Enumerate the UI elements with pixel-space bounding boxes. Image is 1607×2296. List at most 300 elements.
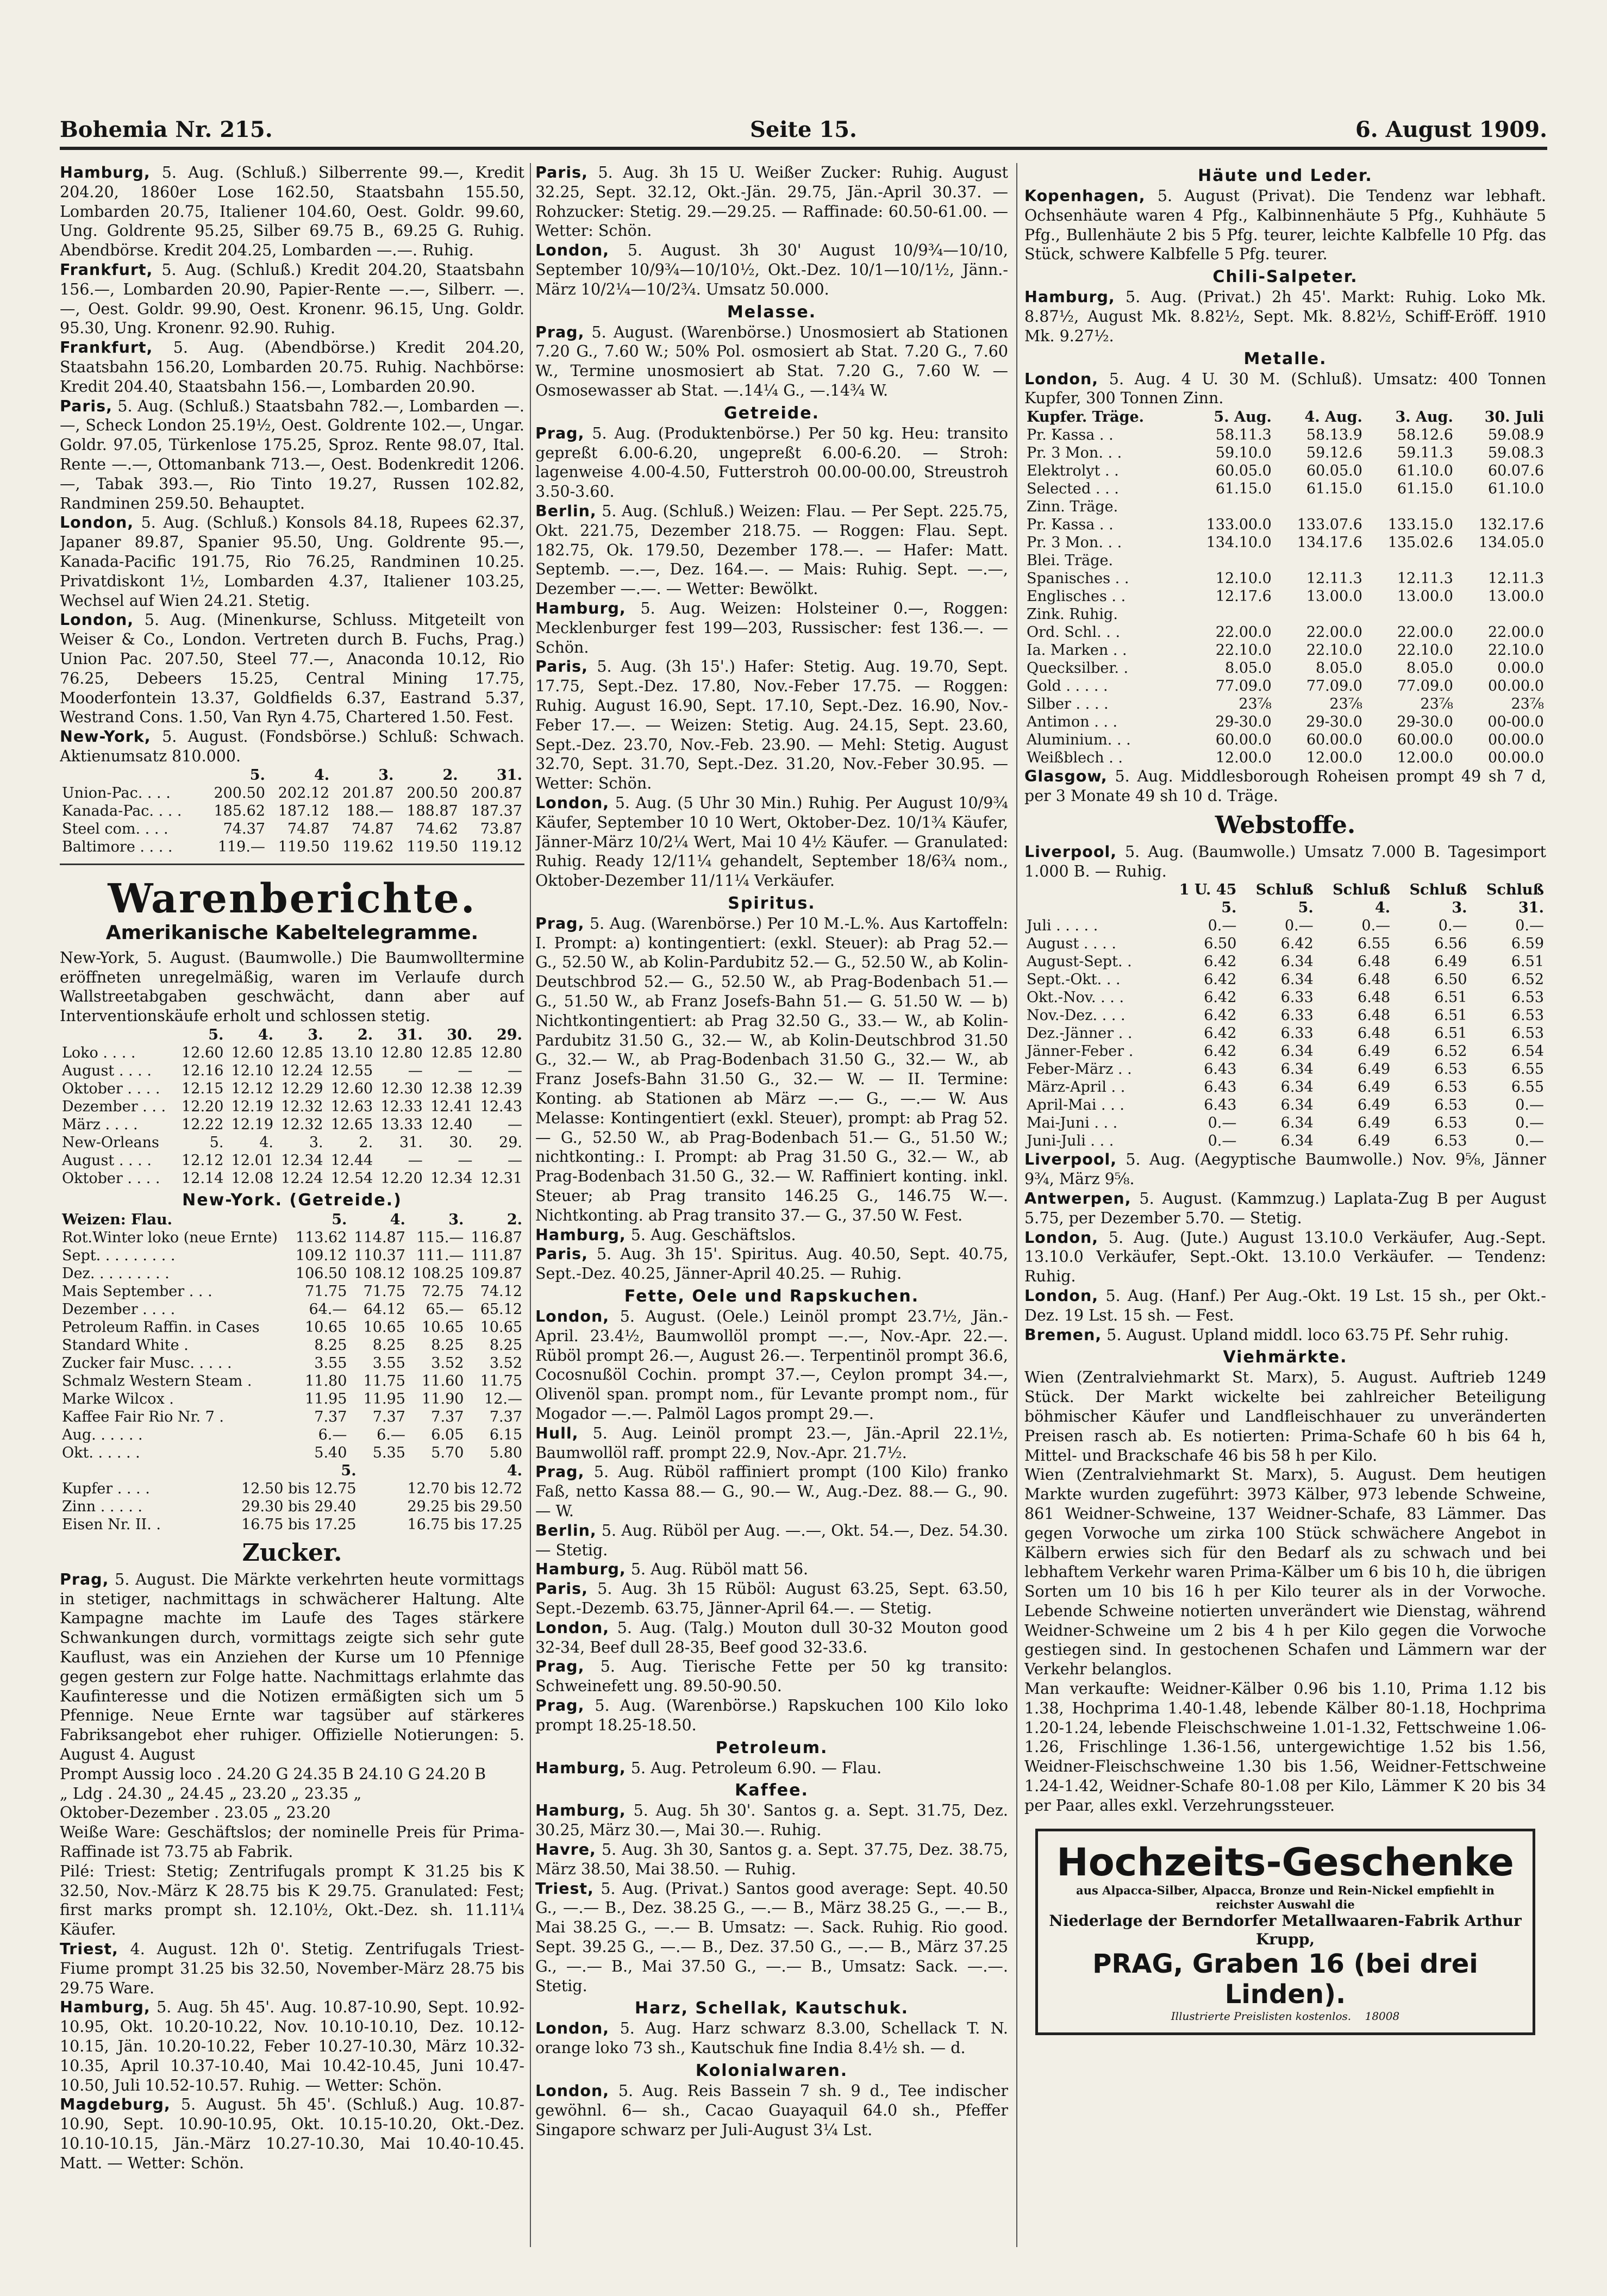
cell-value: 29-30.0 xyxy=(1306,714,1362,731)
row-label: August . . . . xyxy=(62,1152,152,1169)
cell-value: 12.19 xyxy=(231,1098,273,1115)
cell-value: 12.63 xyxy=(330,1098,373,1115)
cell-value: 202.12 xyxy=(278,784,330,802)
cell-value: 6.49 xyxy=(1358,1043,1391,1060)
cell-value: 12.12 xyxy=(182,1152,224,1169)
report-paragraph: Havre, 5. Aug. 3h 30, Santos g. a. Sept. 37.75, Dez. 38.75, März 38.50, Mai 38.50. — Ruhig. xyxy=(535,1840,1008,1878)
cell-value: 133.07.6 xyxy=(1297,516,1362,534)
cell-value: 13.00.0 xyxy=(1306,588,1362,605)
cell-value: 12.65 xyxy=(330,1116,373,1133)
cell-value: 8.25 xyxy=(489,1336,522,1354)
report-paragraph: Frankfurt, 5. Aug. (Abendbörse.) Kredit 204.20, Staatsbahn 156.20, Lombarden 20.75. Ruhig. Nachbörse: Kredit 204.40, Staatsbahn 156.—, Lombarden 20.90. xyxy=(60,339,524,396)
cell-value: 77.09.0 xyxy=(1397,678,1453,695)
cell-value: 6.33 xyxy=(1280,1025,1314,1042)
cell-value: 0.— xyxy=(1285,917,1314,935)
cell-value: 60.05.0 xyxy=(1306,462,1362,480)
cell-value: 109.87 xyxy=(471,1265,522,1282)
section-haeute: Häute und Leder. xyxy=(1198,166,1373,185)
cell-value: 65.12 xyxy=(480,1300,522,1318)
cell-value: 12.11.3 xyxy=(1306,570,1362,587)
cell-value: 5. xyxy=(332,1211,347,1228)
cell-value: 0.00.0 xyxy=(1497,660,1544,677)
cell-value: 2. xyxy=(442,766,458,784)
cell-value: 74.87 xyxy=(352,820,394,837)
cell-value: 12.08 xyxy=(231,1169,273,1187)
section-getreide: Getreide. xyxy=(724,403,820,423)
city-name: Paris, xyxy=(60,397,112,415)
column-3 xyxy=(1024,163,1546,2247)
cell-value xyxy=(359,1462,365,1480)
cell-value: 6.33 xyxy=(1280,989,1314,1006)
row-label: März . . . . xyxy=(62,1116,138,1133)
table-row xyxy=(1024,444,1546,462)
row-label: Eisen Nr. II. . xyxy=(62,1516,161,1533)
report-paragraph: Hamburg, 5. Aug. Weizen: Holsteiner 0.—, Roggen: Mecklenburger fest 199—203, Russischer: fest 136.—. — Schön. xyxy=(535,599,1008,656)
report-paragraph: London, 5. August. 3h 30' August 10/9¾—10/10, September 10/9¾—10/10½, Okt.-Dez. 10/1—10/1½, Jänn.-März 10/2¼—10/2¾. Umsatz 50.000. xyxy=(535,241,1008,298)
metalle-reports xyxy=(1024,370,1546,409)
cell-value: 22.10.0 xyxy=(1215,642,1272,659)
cell-value: 188.87 xyxy=(407,802,458,819)
row-label: Steel com. . . . xyxy=(62,820,168,837)
cell-value: 119.62 xyxy=(342,838,394,855)
cell-value: 200.50 xyxy=(214,784,265,802)
cell-value: 5. xyxy=(1298,899,1314,917)
cell-value: 7.37 xyxy=(314,1408,347,1425)
cell-value: 12.34 xyxy=(430,1169,473,1187)
row-label: Ia. Marken . . xyxy=(1027,642,1127,659)
cell-value xyxy=(1183,552,1274,570)
ny-cotton-report: New-York, 5. August. (Baumwolle.) Die Baumwolltermine eröffneten unregelmäßig, waren im Verlaufe durch Wallstreetabgaben geschwächt, dann aber auf Interventionskäufe erholt und schlossen stetig. xyxy=(60,948,524,1025)
cell-value: 12.— xyxy=(484,1390,522,1407)
cell-value: 60.05.0 xyxy=(1215,462,1272,480)
cell-value: 12.80 xyxy=(480,1044,522,1061)
section-petroleum: Petroleum. xyxy=(715,1738,828,1757)
city-name: Hamburg, xyxy=(535,1801,626,1820)
cell-value: 13.10 xyxy=(330,1044,373,1061)
cell-value: 0.— xyxy=(1438,917,1467,935)
table-row xyxy=(1024,498,1546,516)
kolonial-reports xyxy=(535,2081,1008,2139)
cell-value: 3.52 xyxy=(431,1354,464,1372)
row-label: Oktober . . . . xyxy=(62,1080,160,1097)
cell-value: 187.12 xyxy=(278,802,330,819)
cell-value: 6.— xyxy=(318,1426,347,1443)
cell-value: 6.15 xyxy=(489,1426,522,1443)
cell-value: 31. xyxy=(497,766,522,784)
table-row xyxy=(1024,462,1546,480)
cell-value: 6.54 xyxy=(1511,1043,1544,1060)
cell-value: 5. xyxy=(341,1462,357,1479)
page-header xyxy=(60,117,1547,149)
report-paragraph: Liverpool, 5. Aug. (Aegyptische Baumwolle.) Nov. 9⅝, Jänner 9¾, März 9⅝. xyxy=(1024,1150,1546,1188)
ad-line-1: aus Alpacca-Silber, Alpacca, Bronze und Rein-Nickel empfiehlt in reichster Auswahl die xyxy=(1076,1883,1495,1911)
city-name: Paris, xyxy=(535,1580,588,1598)
cell-value: 6.51 xyxy=(1434,1025,1467,1042)
webstoffe-reports xyxy=(1024,1150,1546,1344)
cell-value: 72.75 xyxy=(422,1282,464,1300)
report-paragraph: Paris, 5. Aug. 3h 15'. Spiritus. Aug. 40.50, Sept. 40.75, Sept.-Dez. 40.25, Jänner-April 40.25. — Ruhig. xyxy=(535,1245,1008,1283)
cell-value: 22.00.0 xyxy=(1397,624,1453,641)
cell-value xyxy=(1455,552,1546,570)
cell-value: 7.37 xyxy=(431,1408,464,1425)
cell-value: 58.11.3 xyxy=(1215,427,1272,444)
cell-value: 6.50 xyxy=(1204,935,1237,953)
cell-value: 10.65 xyxy=(305,1318,347,1336)
cell-value: 5. xyxy=(208,1026,224,1043)
city-name: London, xyxy=(535,2019,610,2038)
cell-value: 115.— xyxy=(416,1229,464,1246)
cell-value: 29-30.0 xyxy=(1215,714,1272,731)
table-row xyxy=(60,1372,524,1390)
row-label: Okt. . . . . . xyxy=(62,1444,140,1461)
cell-value: 3. xyxy=(448,1211,464,1228)
row-label: August . . . . xyxy=(62,1062,152,1079)
cell-value: 12.32 xyxy=(281,1098,323,1115)
row-label: Zinn . . . . . xyxy=(62,1498,142,1515)
city-name: Paris, xyxy=(535,1245,588,1263)
cell-value: 5.70 xyxy=(431,1444,464,1461)
cell-value: 6.55 xyxy=(1511,1061,1544,1078)
row-label xyxy=(60,1462,198,1480)
row-label: Jänner-Feber . xyxy=(1027,1043,1134,1060)
cell-value: 0.— xyxy=(1208,917,1237,935)
report-paragraph: Hamburg, 5. Aug. (Schluß.) Silberrente 99.—, Kredit 204.20, 1860er Lose 162.50, Staatsbahn 155.50, Lombarden 20.75, Italiener 104.60, Oest. Goldr. 99.60, Ung. Goldrente 95.25, Silber 69.75 B., 69.25 G. Ruhig. Abendbörse. Kredit 204.25, Lombarden —.—. Ruhig. xyxy=(60,164,524,260)
row-label: Rot.Winter loko (neue Ernte) xyxy=(62,1229,278,1246)
city-name: London, xyxy=(60,611,134,629)
cell-value: 114.87 xyxy=(354,1229,405,1246)
cell-value: 5.40 xyxy=(314,1444,347,1461)
cell-value: 119.12 xyxy=(471,838,522,855)
spiritus-reports xyxy=(535,914,1008,1284)
cell-value: 12.32 xyxy=(281,1116,323,1133)
row-label xyxy=(60,766,203,784)
cell-value: 5. Aug. xyxy=(1214,409,1272,426)
table-row xyxy=(1024,641,1546,659)
cell-value: 6.33 xyxy=(1280,1007,1314,1024)
cell-value: 6.42 xyxy=(1204,953,1237,971)
melasse-reports xyxy=(535,323,1008,401)
city-name: Berlin, xyxy=(535,502,597,520)
cell-value: 12.22 xyxy=(182,1116,224,1133)
cell-value: 12.85 xyxy=(281,1044,323,1061)
cell-value: 61.15.0 xyxy=(1306,480,1362,498)
cell-value: 6.56 xyxy=(1434,935,1467,953)
row-label: März-April . . xyxy=(1027,1079,1125,1096)
table-row xyxy=(1024,713,1546,731)
cell-value xyxy=(1365,605,1455,623)
report-paragraph: Wien (Zentralviehmarkt St. Marx), 5. August. Auftrieb 1249 Stück. Der Markt wickelte bei zahlreicher Beteiligung böhmischer Käufer und Landfleischhauer zu unveränderten Preisen rasch ab. Es notierten: Prima-Schafe 60 h bis 64 h, Mittel- und Brackschafe 46 bis 58 h per Kilo. xyxy=(1024,1368,1546,1465)
cell-value: 65.— xyxy=(426,1300,464,1318)
table-row xyxy=(60,1300,524,1318)
header-center: Seite 15. xyxy=(750,117,857,142)
cell-value: 12.54 xyxy=(330,1169,373,1187)
cell-value: 12.29 xyxy=(281,1080,323,1097)
cell-value: 29-30.0 xyxy=(1397,714,1453,731)
sugar-reports xyxy=(535,163,1008,299)
cell-value: 13.33 xyxy=(380,1116,423,1133)
cell-value: 119.50 xyxy=(407,838,458,855)
section-metalle: Metalle. xyxy=(1243,349,1327,368)
table-row xyxy=(60,820,524,838)
city-name: Hamburg, xyxy=(535,1225,626,1244)
report-paragraph: Berlin, 5. Aug. (Schluß.) Weizen: Flau. — Per Sept. 225.75, Okt. 221.75, Dezember 218.75. — Roggen: Flau. Sept. 182.75, Ok. 179.50, Dezember 178.—. — Hafer: Matt. Septemb. —.—, Dez. 164.—. — Mais: Ruhig. Sept. —.—, Dezember —.—. — Wetter: Bewölkt. xyxy=(535,502,1008,598)
cell-value: 1 U. 45 xyxy=(1179,881,1237,899)
cell-value: 23⅞ xyxy=(1239,696,1272,713)
row-label: Dezember . . . xyxy=(62,1098,166,1115)
cell-value: 58.12.6 xyxy=(1397,427,1453,444)
row-label: Quecksilber. . xyxy=(1027,660,1129,677)
table-row xyxy=(60,1229,524,1247)
table-row xyxy=(1024,1006,1546,1024)
table-row xyxy=(1024,1096,1546,1114)
cell-value: 6.53 xyxy=(1434,1097,1467,1114)
cell-value: 12.50 bis 12.75 xyxy=(241,1480,357,1497)
ad-line-4 xyxy=(1046,2010,1525,2023)
table-row xyxy=(60,1098,524,1116)
city-name: Liverpool, xyxy=(1024,1150,1117,1169)
ny-stock-table xyxy=(60,766,524,856)
city-name: Prag, xyxy=(535,914,585,933)
row-label: Juli . . . . . xyxy=(1027,917,1098,935)
cell-value: 111.87 xyxy=(471,1247,522,1264)
cell-value: 16.75 bis 17.25 xyxy=(241,1516,357,1533)
section-kaffee: Kaffee. xyxy=(735,1781,809,1800)
cell-value: 6.34 xyxy=(1280,1133,1314,1150)
row-label: August-Sept. . xyxy=(1027,953,1132,971)
table-row xyxy=(60,784,524,802)
report-paragraph: Pilé: Triest: Stetig; Zentrifugals prompt K 31.25 bis K 32.50, Nov.-März K 28.75 bis K 29.75. Granulated: Fest; first marks prompt sh. 12.10½, Okt.-Dez. sh. 11.11¼ Käufer. xyxy=(60,1862,524,1939)
table-row xyxy=(1024,552,1546,570)
row-label: Okt.-Nov. . . . xyxy=(1027,989,1124,1006)
table-row xyxy=(60,1044,524,1062)
cell-value: 12.41 xyxy=(430,1098,473,1115)
cell-value: 11.90 xyxy=(422,1390,464,1407)
city-name: Prag, xyxy=(535,323,585,341)
cell-value: 111.— xyxy=(416,1247,464,1264)
cell-value xyxy=(1274,605,1365,623)
report-paragraph: London, 5. Aug. Reis Bassein 7 sh. 9 d., Tee indischer gewöhnl. 6— sh., Cacao Guayaquil 64.0 sh., Pfeffer Singapore schwarz per Juli-August 3¼ Lst. xyxy=(535,2081,1008,2139)
cell-value: 0.— xyxy=(1208,1133,1237,1150)
header-rule xyxy=(60,147,1547,150)
cell-value: 8.25 xyxy=(372,1336,405,1354)
cell-value: 11.75 xyxy=(480,1372,522,1390)
cell-value: 10.65 xyxy=(422,1318,464,1336)
cell-value: 13.00.0 xyxy=(1397,588,1453,605)
cell-value: 61.10.0 xyxy=(1397,462,1453,480)
city-name: London, xyxy=(535,1307,610,1326)
city-name: London, xyxy=(535,241,610,260)
row-label: Weizen: Flau. xyxy=(62,1211,173,1228)
city-name: London, xyxy=(535,1618,610,1637)
city-name: Hamburg, xyxy=(535,1560,626,1579)
column-divider xyxy=(1016,163,1017,2247)
row-label: Union-Pac. . . . xyxy=(62,784,171,802)
cell-value: 116.87 xyxy=(471,1229,522,1246)
cell-value: 3. Aug. xyxy=(1395,409,1453,426)
cell-value: 12.31 xyxy=(480,1169,522,1187)
cell-value: 12.20 xyxy=(380,1169,423,1187)
cell-value: Schluß xyxy=(1255,881,1314,899)
cell-value: 12.34 xyxy=(281,1152,323,1169)
table-row xyxy=(1024,534,1546,552)
column-divider xyxy=(530,163,531,2247)
report-paragraph: Prompt Aussig loco . 24.20 G 24.35 B 24.10 G 24.20 B xyxy=(60,1765,486,1783)
ad-title: Hochzeits-Geschenke xyxy=(1056,1840,1514,1885)
row-label: April-Mai . . . xyxy=(1027,1097,1124,1114)
ad-address: PRAG, Graben 16 (bei drei Linden). xyxy=(1092,1948,1478,2010)
cell-value: 12.10 xyxy=(231,1062,273,1079)
row-label: Loko . . . . xyxy=(62,1044,136,1061)
vieh-reports xyxy=(1024,1368,1546,1815)
ad-pricelist: Illustrierte Preislisten kostenlos. xyxy=(1171,2009,1352,2023)
cell-value: 12.00.0 xyxy=(1215,749,1272,767)
cell-value: 12.85 xyxy=(430,1044,473,1061)
cell-value: 12.00.0 xyxy=(1306,749,1362,767)
cell-value: 23⅞ xyxy=(1511,696,1544,713)
report-paragraph: Berlin, 5. Aug. Rüböl per Aug. —.—, Okt. 54.—, Dez. 54.30. — Stetig. xyxy=(535,1521,1008,1559)
cell-value: 3. xyxy=(378,766,394,784)
report-paragraph: Hamburg, 5. Aug. Rüböl matt 56. xyxy=(535,1560,809,1579)
grain-table xyxy=(60,1211,524,1462)
harz-reports xyxy=(535,2019,1008,2058)
row-label: Dez.-Jänner . . xyxy=(1027,1025,1133,1042)
cell-value: 0.— xyxy=(1361,917,1391,935)
cell-value: 135.02.6 xyxy=(1387,534,1453,552)
row-label xyxy=(1024,899,1162,917)
cell-value: 6.52 xyxy=(1434,1043,1467,1060)
cell-value: 4. xyxy=(259,1134,273,1151)
cell-value: 134.05.0 xyxy=(1478,534,1544,552)
cell-value: 22.00.0 xyxy=(1306,624,1362,641)
row-label: Nov.-Dez. . . . xyxy=(1027,1007,1125,1024)
cell-value: 00.00.0 xyxy=(1487,749,1544,767)
cell-value: 12.30 xyxy=(380,1080,423,1097)
report-paragraph: Paris, 5. Aug. 3h 15 U. Weißer Zucker: Ruhig. August 32.25, Sept. 32.12, Okt.-Jän. 29.75, Jän.-April 30.37. — Rohzucker: Stetig. 29.—29.25. — Raffinade: 60.50-61.00. — Wetter: Schön. xyxy=(535,164,1008,240)
cell-value: 16.75 bis 17.25 xyxy=(407,1516,522,1533)
cell-value: 11.60 xyxy=(422,1372,464,1390)
cell-value: 60.00.0 xyxy=(1397,731,1453,749)
cell-value: — xyxy=(508,1062,522,1079)
cell-value: 6.49 xyxy=(1434,953,1467,971)
cell-value: 74.62 xyxy=(416,820,458,837)
row-label: Dez. . . . . . . . . xyxy=(62,1265,170,1282)
row-label: August . . . . xyxy=(1027,935,1116,953)
cell-value: 22.10.0 xyxy=(1306,642,1362,659)
report-paragraph: Glasgow, 5. Aug. Middlesborough Roheisen prompt 49 sh 7 d, per 3 Monate 49 sh 10 d. Träge. xyxy=(1024,767,1546,805)
section-chili: Chili-Salpeter. xyxy=(1212,267,1358,287)
ad-line-2: Niederlage der Berndorfer Metallwaaren-Fabrik Arthur Krupp, xyxy=(1049,1911,1522,1948)
cell-value: 11.80 xyxy=(305,1372,347,1390)
cell-value: 4. xyxy=(258,1026,273,1043)
report-paragraph: London, 5. Aug. (Hanf.) Per Aug.-Okt. 19 Lst. 15 sh., per Okt.-Dez. 19 Lst. 15 sh. — Fest. xyxy=(1024,1286,1546,1324)
metal-prices-table xyxy=(1024,408,1546,767)
table-row xyxy=(60,1080,524,1098)
header-right: 6. August 1909. xyxy=(1355,117,1547,142)
cell-value: 6.43 xyxy=(1204,1079,1237,1096)
table-row xyxy=(1024,953,1546,971)
row-label: Juni-Juli . . . xyxy=(1027,1133,1114,1150)
cell-value: 119.— xyxy=(217,838,265,855)
cell-value: 6.34 xyxy=(1280,1097,1314,1114)
report-paragraph: Kopenhagen, 5. August (Privat). Die Tendenz war lebhaft. Ochsenhäute waren 4 Pfg., Kalbinnenhäute 5 Pfg., Kuhhäute 5 Pfg., Bullenhäute 2 bis 5 Pfg. teurer, leichte Kalbfelle 10 Pfg. das Stück, schwere Kalbfelle 5 Pfg. teurer. xyxy=(1024,187,1546,264)
cell-value: 187.37 xyxy=(471,802,522,819)
city-name: Prag, xyxy=(535,424,585,442)
cell-value: 6.53 xyxy=(1434,1079,1467,1096)
report-paragraph: Magdeburg, 5. August. 5h 45'. (Schluß.) Aug. 10.87-10.90, Sept. 10.90-10.95, Okt. 10.15-10.20, Okt.-Dez. 10.10-10.15, Jän.-März 10.27-10.30, Mai 10.40-10.45. Matt. — Wetter: Schön. xyxy=(60,2095,524,2172)
city-name: Prag, xyxy=(60,1570,109,1588)
table-row xyxy=(1024,1024,1546,1042)
cell-value: 6.42 xyxy=(1204,1043,1237,1060)
cell-value: 11.95 xyxy=(305,1390,347,1407)
cell-value xyxy=(1365,552,1455,570)
cell-value: 8.05.0 xyxy=(1224,660,1272,677)
report-paragraph: London, 5. Aug. 4 U. 30 M. (Schluß). Umsatz: 400 Tonnen Kupfer, 300 Tonnen Zinn. xyxy=(1024,370,1546,408)
city-name: Prag, xyxy=(535,1657,585,1676)
cell-value: 12.60 xyxy=(231,1044,273,1061)
city-name: New-York, xyxy=(60,728,151,746)
report-paragraph: Triest, 5. Aug. (Privat.) Santos good average: Sept. 40.50 G., —.— B., Dez. 38.25 G., —.— B., März 38.25 G., —.— B., Mai 38.25 G., —.— B. Umsatz: —. Sack. Ruhig. Rio good. Sept. 39.25 G., —.— B., Dez. 37.50 G., —.— B., März 37.25 G., —.— B., Mai 37.50 G., —.— B., Umsatz: Sack. —.—. Stetig. xyxy=(535,1879,1008,1995)
cell-value: 113.62 xyxy=(295,1229,347,1246)
cell-value: 2. xyxy=(507,1211,522,1228)
zucker-reports xyxy=(60,1570,524,2173)
row-label xyxy=(1024,881,1162,899)
cell-value: 133.00.0 xyxy=(1206,516,1272,534)
report-paragraph: Prag, 5. Aug. (Produktenbörse.) Per 50 kg. Heu: transito gepreßt 6.00-6.20, ungepreßt 6.00-6.20. — Stroh: lagenweise 4.00-4.50, Futterstroh 00.00-00.00, Streustroh 3.50-3.60. xyxy=(535,424,1008,501)
cell-value: 0.— xyxy=(1515,1133,1544,1150)
cell-value: 0.— xyxy=(1208,1115,1237,1132)
cell-value: 3. xyxy=(308,1026,323,1043)
cell-value: 59.12.6 xyxy=(1306,445,1362,462)
cell-value: 77.09.0 xyxy=(1306,678,1362,695)
row-label: Selected . . . xyxy=(1027,480,1119,498)
cell-value: 12.55 xyxy=(330,1062,373,1079)
cell-value: 22.00.0 xyxy=(1215,624,1272,641)
cell-value: 00.00.0 xyxy=(1487,678,1544,695)
cell-value: 5. xyxy=(249,766,265,784)
city-name: London, xyxy=(1024,370,1099,388)
table-row xyxy=(60,1265,524,1282)
cell-value: 6.55 xyxy=(1511,1079,1544,1096)
cell-value: 8.25 xyxy=(314,1336,347,1354)
table-row xyxy=(1024,408,1546,426)
cell-value: 132.17.6 xyxy=(1478,516,1544,534)
section-webstoffe: Webstoffe. xyxy=(1215,811,1356,839)
table-row xyxy=(1024,1060,1546,1078)
table-row xyxy=(60,1516,524,1534)
divider xyxy=(60,864,524,865)
cell-value: 12.38 xyxy=(430,1080,473,1097)
table-row xyxy=(1024,935,1546,953)
cell-value: 108.25 xyxy=(412,1265,464,1282)
cell-value: 4. xyxy=(390,1211,405,1228)
city-name: Hamburg, xyxy=(60,1998,151,2017)
cell-value: 29.30 bis 29.40 xyxy=(241,1498,357,1515)
section-title-warenberichte: Warenberichte. xyxy=(108,875,477,922)
report-paragraph: Triest, 4. August. 12h 0'. Stetig. Zentrifugals Triest-Fiume prompt 31.25 bis 32.50, November-März 28.75 bis 29.75 Ware. xyxy=(60,1940,524,1997)
city-name: Hull, xyxy=(535,1424,579,1442)
row-label: Mai-Juni . . . xyxy=(1027,1115,1118,1132)
table-row xyxy=(60,1336,524,1354)
cell-value: 110.37 xyxy=(354,1247,405,1264)
cell-value: 73.87 xyxy=(480,820,522,837)
kaffee-reports xyxy=(535,1801,1008,1995)
row-label: Elektrolyt . . xyxy=(1027,462,1119,480)
advertisement xyxy=(1035,1829,1535,2035)
table-row xyxy=(1024,587,1546,605)
report-paragraph: Frankfurt, 5. Aug. (Schluß.) Kredit 204.20, Staatsbahn 156.—, Lombarden 20.90, Papier-Rente —.—, Silberr. —.—, Oest. Goldr. 99.90, Oest. Kronenr. 96.15, Ung. Goldr. 95.30, Ung. Kronenr. 92.90. Ruhig. xyxy=(60,260,524,337)
cell-value: 0.— xyxy=(1515,1115,1544,1132)
column-2 xyxy=(535,163,1008,2247)
